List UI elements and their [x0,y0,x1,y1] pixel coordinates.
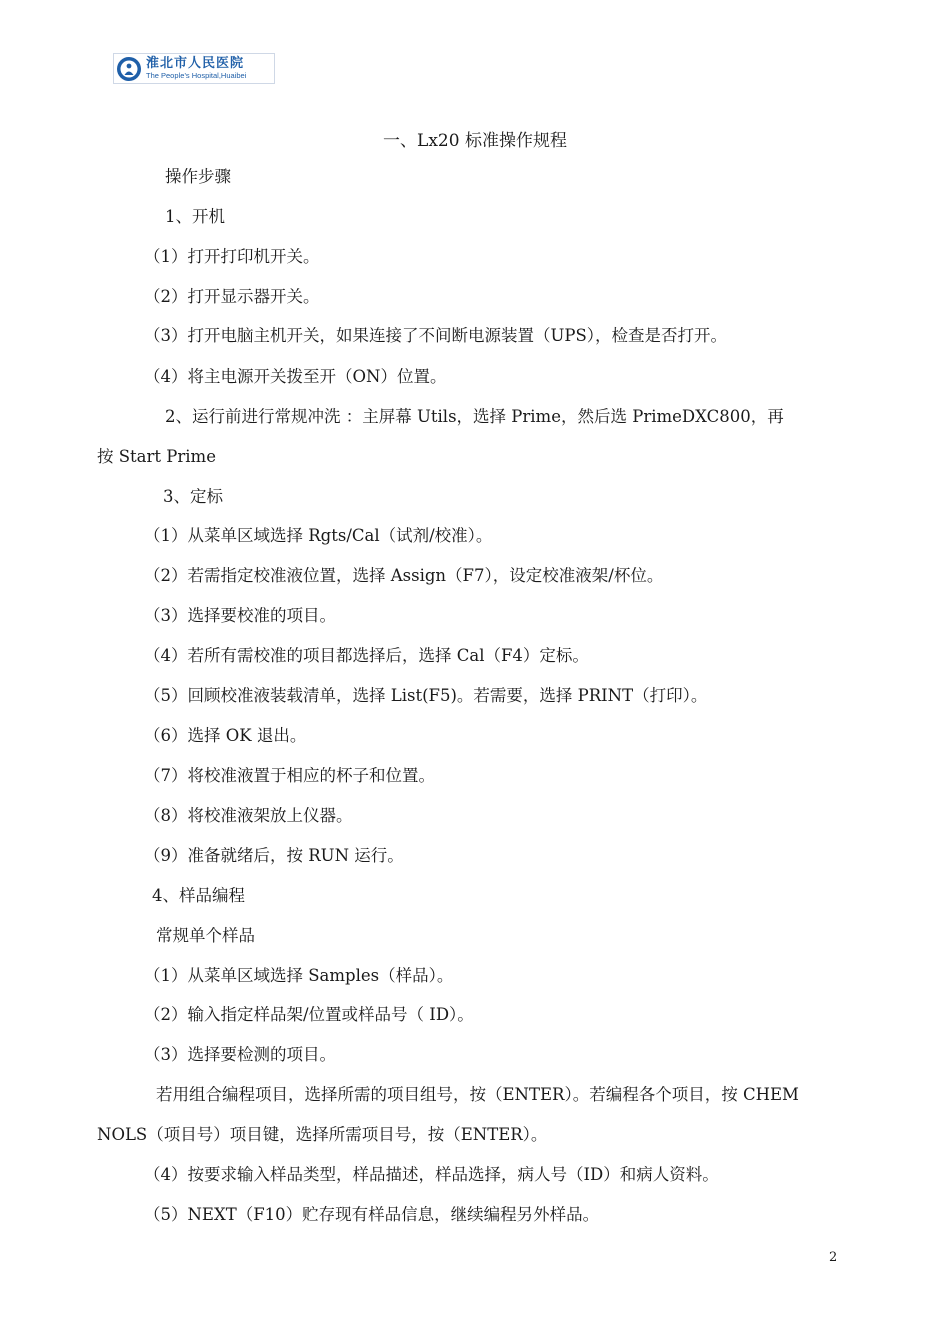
text-line: （2）打开显示器开关。 [144,287,320,306]
text-line: 4、样品编程 [152,886,245,905]
text-line: （1）从菜单区域选择 Rgts/Cal（试剂/校准）。 [144,526,493,545]
text-line: 2、运行前进行常规冲洗 ：主屏幕 Utils，选择 Prime，然后选 PrimeDXC800，再 [165,407,784,426]
text-line: （2）若需指定校准液位置，选择 Assign（F7），设定校准液架/杯位。 [144,566,664,585]
page-number: 2 [829,1250,838,1265]
text-line: （9）准备就绪后，按 RUN 运行。 [144,846,404,865]
text-line: 按 Start Prime [97,447,216,466]
text-line: （4）将主电源开关拨至开（ON）位置。 [144,367,447,386]
text-line: （6）选择 OK 退出。 [144,726,307,745]
text-line: 若用组合编程项目，选择所需的项目组号，按（ENTER）。若编程各个项目，按 CHEM [156,1085,799,1104]
text-line: （4）若所有需校准的项目都选择后，选择 Cal（F4）定标。 [144,646,589,665]
document-title: 一、Lx20 标准操作规程 [383,131,567,151]
text-line: （5）回顾校准液装载清单，选择 List(F5)。若需要，选择 PRINT（打印）。 [144,686,708,705]
text-line: 常规单个样品 [156,926,255,945]
logo-english-name: The People’s Hospital,Huaibei [146,71,247,81]
text-line: （5）NEXT（F10）贮存现有样品信息，继续编程另外样品。 [144,1205,600,1224]
text-line: 操作步骤 [165,167,231,186]
hospital-logo [113,53,275,84]
text-line: （3）选择要检测的项目。 [144,1045,336,1064]
text-line: （7）将校准液置于相应的杯子和位置。 [144,766,435,785]
text-line: （3）打开电脑主机开关，如果连接了不间断电源装置（UPS），检查是否打开。 [144,326,728,345]
text-line: NOLS（项目号）项目键，选择所需项目号，按（ENTER）。 [97,1125,548,1144]
text-line: （2）输入指定样品架/位置或样品号（ ID）。 [144,1005,474,1024]
logo-chinese-name: 淮北市人民医院 [146,56,245,72]
text-line: （4）按要求输入样品类型，样品描述，样品选择，病人号（ID）和病人资料。 [144,1165,719,1184]
text-line: 3、定标 [163,487,223,506]
hospital-emblem-icon [116,56,142,82]
text-line: （1）从菜单区域选择 Samples（样品）。 [144,966,454,985]
text-line: （1）打开打印机开关。 [144,247,320,266]
text-line: 1、开机 [165,207,225,226]
text-line: （3）选择要校准的项目。 [144,606,336,625]
text-line: （8）将校准液架放上仪器。 [144,806,353,825]
